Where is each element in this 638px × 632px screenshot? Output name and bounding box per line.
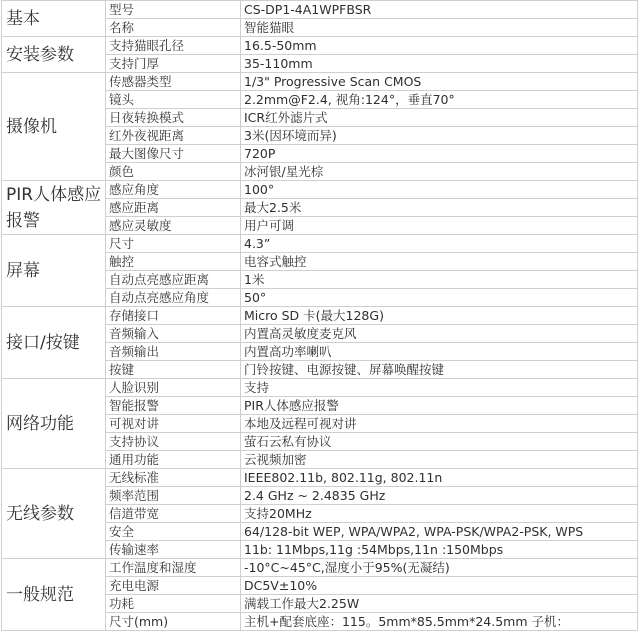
spec-label: 存储接口 xyxy=(106,307,241,325)
spec-label: 最大图像尺寸 xyxy=(106,145,241,163)
group-name: PIR人体感应报警 xyxy=(2,181,106,235)
spec-label: 传输速率 xyxy=(106,541,241,559)
spec-label: 安全 xyxy=(106,523,241,541)
spec-label: 信道带宽 xyxy=(106,505,241,523)
spec-value: IEEE802.11b, 802.11g, 802.11n xyxy=(241,469,638,487)
spec-value: DC5V±10% xyxy=(241,577,638,595)
spec-label: 感应角度 xyxy=(106,181,241,199)
spec-table-body xyxy=(2,1,638,631)
spec-row xyxy=(2,379,638,397)
spec-label: 工作温度和湿度 xyxy=(106,559,241,577)
spec-value: 1米 xyxy=(241,271,638,289)
spec-value: PIR人体感应报警 xyxy=(241,397,638,415)
spec-label: 名称 xyxy=(106,19,241,37)
spec-value: 本地及远程可视对讲 xyxy=(241,415,638,433)
spec-label: 通用功能 xyxy=(106,451,241,469)
spec-label: 颜色 xyxy=(106,163,241,181)
spec-table xyxy=(1,0,638,631)
spec-label: 尺寸 xyxy=(106,235,241,253)
group-name: 安装参数 xyxy=(2,37,106,73)
spec-label: 尺寸(mm) xyxy=(106,613,241,631)
spec-value: 用户可调 xyxy=(241,217,638,235)
spec-value: 16.5-50mm xyxy=(241,37,638,55)
spec-row xyxy=(2,307,638,325)
spec-value: Micro SD 卡(最大128G) xyxy=(241,307,638,325)
spec-value: ICR红外滤片式 xyxy=(241,109,638,127)
spec-value: 1/3" Progressive Scan CMOS xyxy=(241,73,638,91)
spec-value: 内置高灵敏度麦克风 xyxy=(241,325,638,343)
spec-row xyxy=(2,235,638,253)
spec-label: 红外夜视距离 xyxy=(106,127,241,145)
spec-value: 2.2mm@F2.4, 视角:124°，垂直70° xyxy=(241,91,638,109)
spec-label: 支持协议 xyxy=(106,433,241,451)
spec-label: 无线标准 xyxy=(106,469,241,487)
spec-value: 智能猫眼 xyxy=(241,19,638,37)
spec-label: 自动点亮感应角度 xyxy=(106,289,241,307)
spec-label: 自动点亮感应距离 xyxy=(106,271,241,289)
spec-value: 门铃按键、电源按键、屏幕唤醒按键 xyxy=(241,361,638,379)
spec-value: 云视频加密 xyxy=(241,451,638,469)
group-name: 接口/按键 xyxy=(2,307,106,379)
spec-value: 电容式触控 xyxy=(241,253,638,271)
spec-value: 720P xyxy=(241,145,638,163)
spec-label: 音频输入 xyxy=(106,325,241,343)
spec-value: 支持20MHz xyxy=(241,505,638,523)
spec-value: 11b: 11Mbps,11g :54Mbps,11n :150Mbps xyxy=(241,541,638,559)
group-name: 无线参数 xyxy=(2,469,106,559)
spec-value: 4.3” xyxy=(241,235,638,253)
spec-label: 按键 xyxy=(106,361,241,379)
spec-label: 充电电源 xyxy=(106,577,241,595)
spec-value: CS-DP1-4A1WPFBSR xyxy=(241,1,638,19)
spec-value: 主机+配套底座：115。5mm*85.5mm*24.5mm 子机： xyxy=(241,613,638,631)
spec-value: 最大2.5米 xyxy=(241,199,638,217)
spec-row xyxy=(2,73,638,91)
spec-value: 50° xyxy=(241,289,638,307)
spec-value: 内置高功率喇叭 xyxy=(241,343,638,361)
spec-label: 可视对讲 xyxy=(106,415,241,433)
spec-value: -10°C~45°C,湿度小于95%(无凝结) xyxy=(241,559,638,577)
spec-label: 智能报警 xyxy=(106,397,241,415)
spec-row xyxy=(2,181,638,199)
spec-value: 满载工作最大2.25W xyxy=(241,595,638,613)
spec-label: 日夜转换模式 xyxy=(106,109,241,127)
spec-label: 人脸识别 xyxy=(106,379,241,397)
spec-label: 支持猫眼孔径 xyxy=(106,37,241,55)
spec-label: 感应距离 xyxy=(106,199,241,217)
spec-label: 感应灵敏度 xyxy=(106,217,241,235)
group-name: 网络功能 xyxy=(2,379,106,469)
spec-row xyxy=(2,469,638,487)
spec-value: 35-110mm xyxy=(241,55,638,73)
group-name: 一般规范 xyxy=(2,559,106,631)
spec-label: 触控 xyxy=(106,253,241,271)
spec-value: 萤石云私有协议 xyxy=(241,433,638,451)
spec-label: 型号 xyxy=(106,1,241,19)
spec-label: 功耗 xyxy=(106,595,241,613)
group-name: 摄像机 xyxy=(2,73,106,181)
spec-label: 音频输出 xyxy=(106,343,241,361)
spec-row xyxy=(2,1,638,19)
spec-row xyxy=(2,37,638,55)
spec-label: 支持门厚 xyxy=(106,55,241,73)
group-name: 屏幕 xyxy=(2,235,106,307)
spec-value: 冰河银/星光棕 xyxy=(241,163,638,181)
spec-value: 100° xyxy=(241,181,638,199)
group-name: 基本 xyxy=(2,1,106,37)
spec-value: 64/128-bit WEP, WPA/WPA2, WPA-PSK/WPA2-PSK, WPS xyxy=(241,523,638,541)
spec-row xyxy=(2,559,638,577)
spec-value: 支持 xyxy=(241,379,638,397)
spec-label: 镜头 xyxy=(106,91,241,109)
spec-value: 2.4 GHz ~ 2.4835 GHz xyxy=(241,487,638,505)
spec-value: 3米(因环境而异) xyxy=(241,127,638,145)
spec-label: 传感器类型 xyxy=(106,73,241,91)
spec-label: 频率范围 xyxy=(106,487,241,505)
